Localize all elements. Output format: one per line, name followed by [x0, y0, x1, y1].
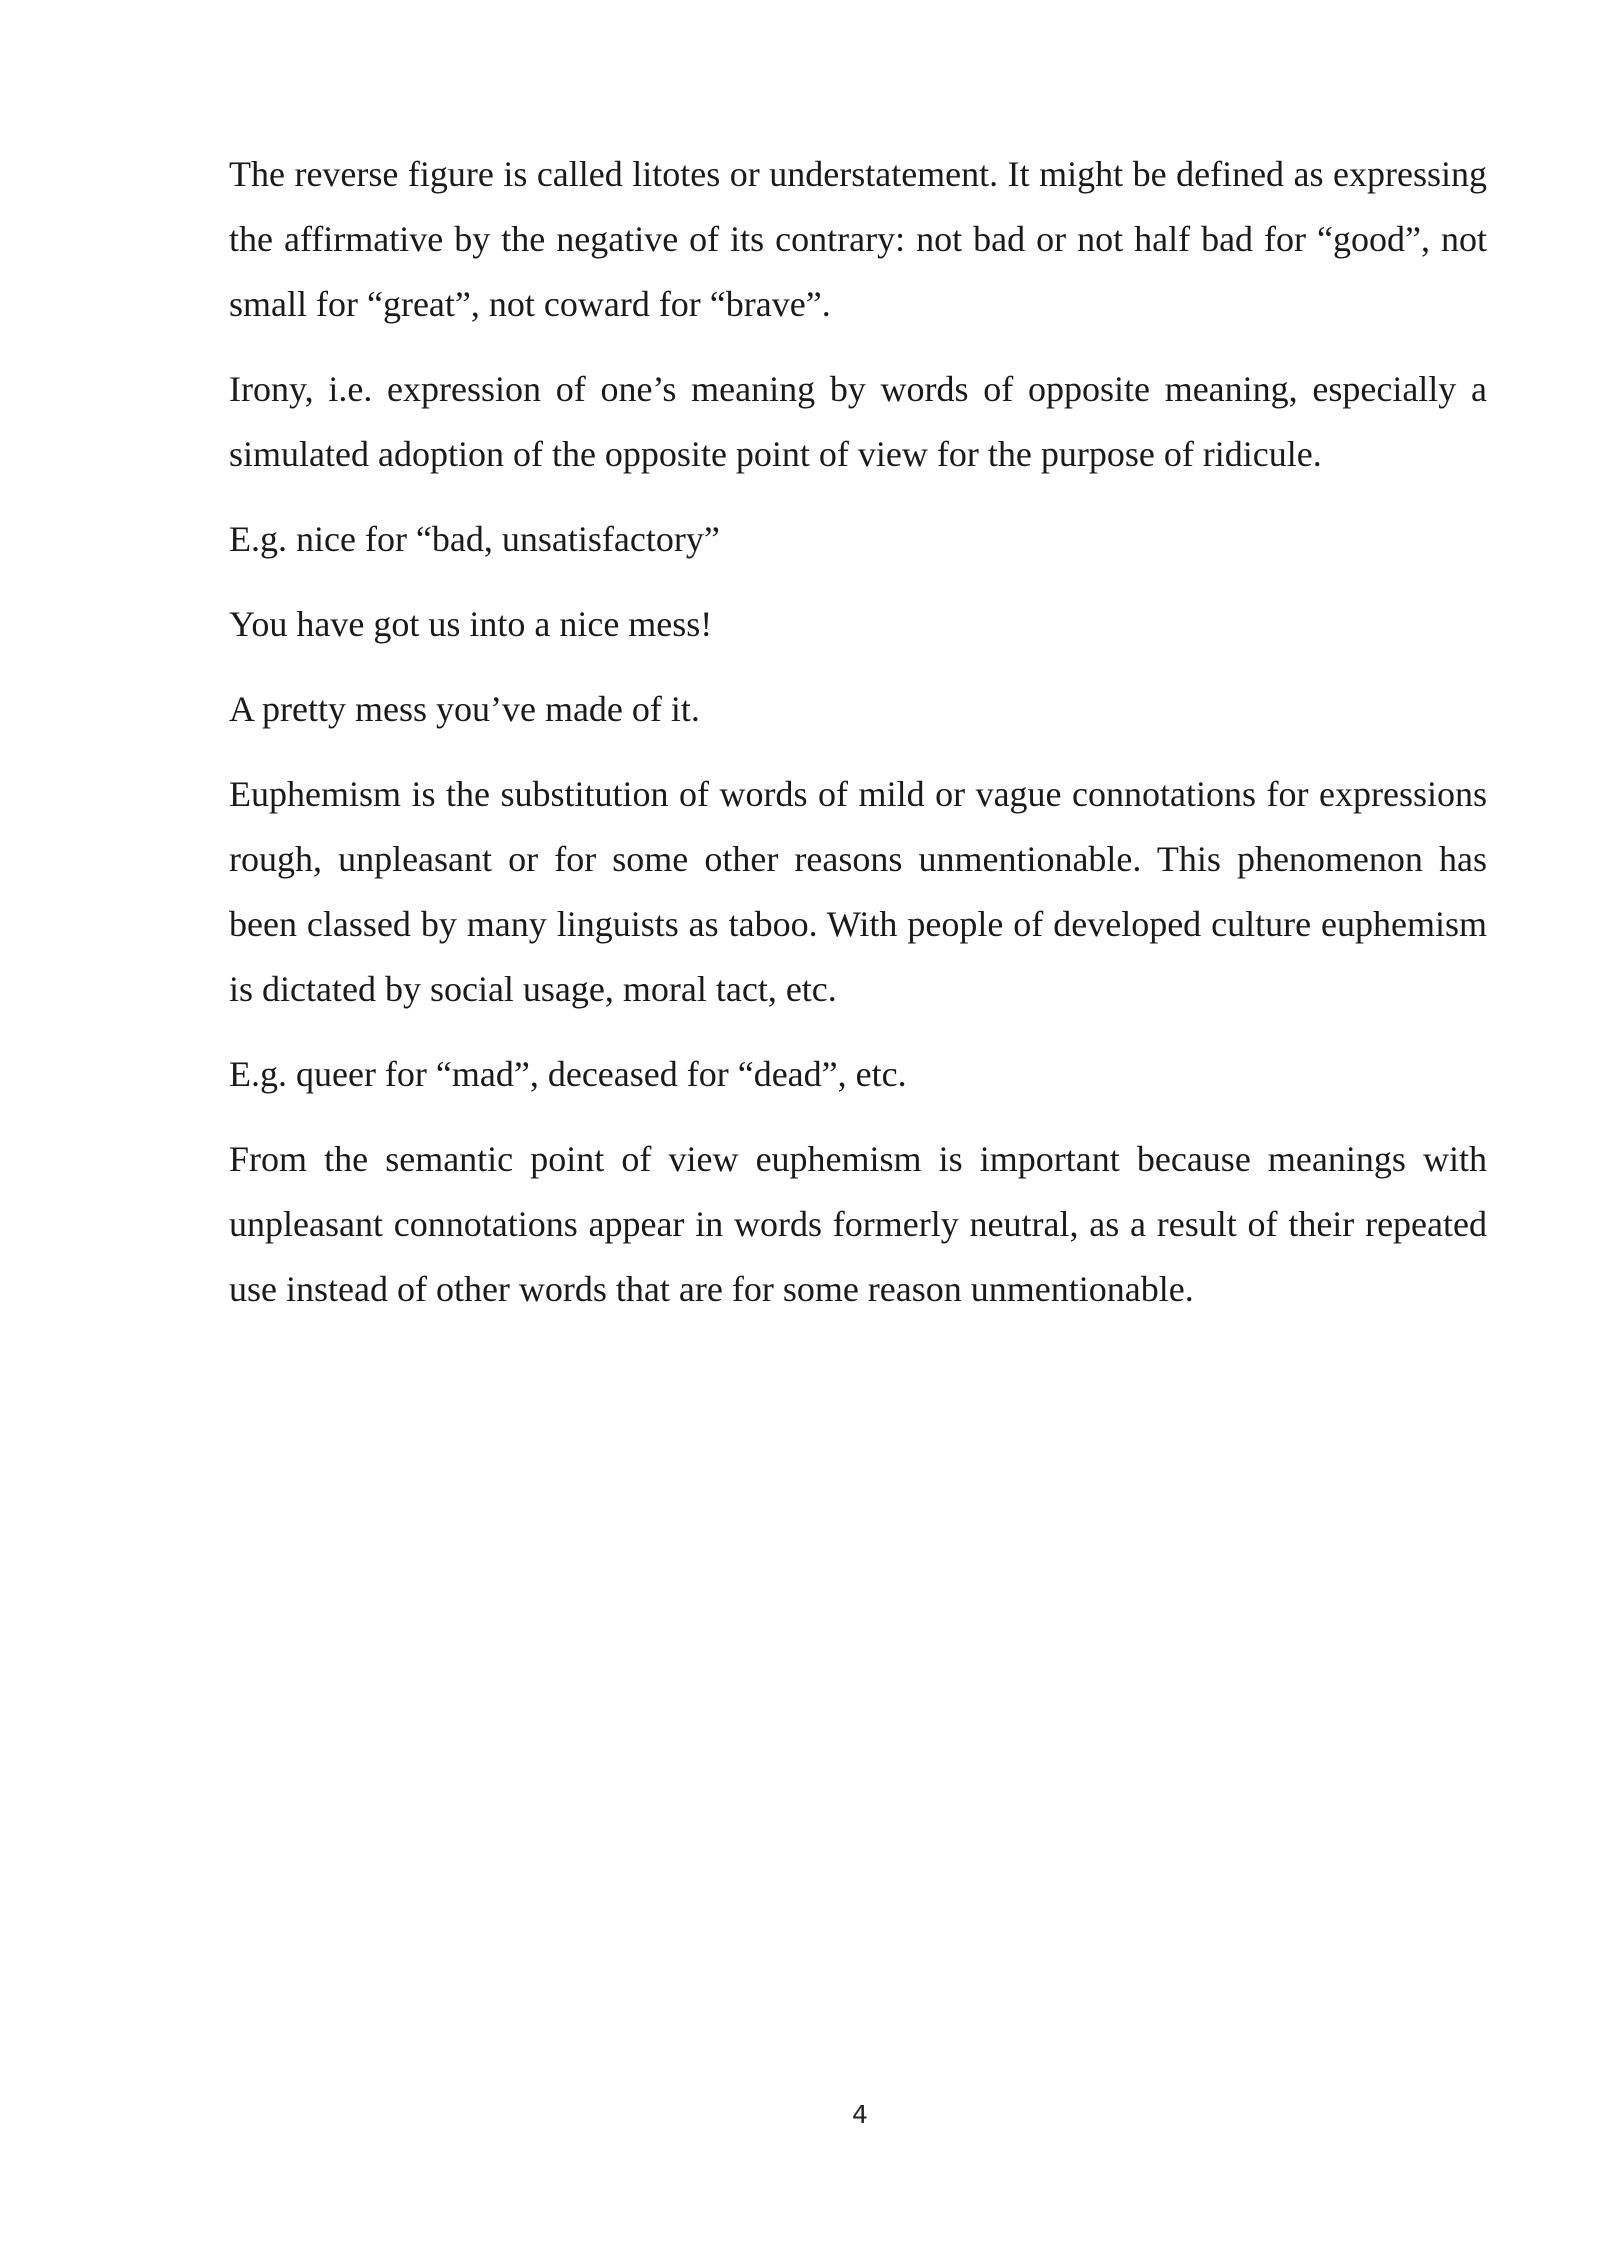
body-text [229, 142, 1487, 1342]
paragraph-semantic-view: From the semantic point of view euphemism is important because meanings with unpleasant connotations appear in words formerly neutral, as a result of their repeated use instead of other words that are for some reason unmentionable. [229, 1139, 1487, 1309]
paragraph-irony-example-1: E.g. nice for “bad, unsatisfactory” [229, 519, 720, 559]
paragraph-euphemism-example: E.g. queer for “mad”, deceased for “dead”, etc. [229, 1054, 907, 1094]
paragraph-litotes: The reverse figure is called litotes or understatement. It might be defined as expressing the affirmative by the negative of its contrary: not bad or not half bad for “good”, not small for “great”, not coward for “brave”. [229, 154, 1487, 324]
paragraph-euphemism: Euphemism is the substitution of words of mild or vague connotations for expressions rough, unpleasant or for some other reasons unmentionable. This phenomenon has been classed by many linguists as taboo. With people of developed culture euphemism is dictated by social usage, moral tact, etc. [229, 774, 1487, 1009]
paragraph-irony: Irony, i.e. expression of one’s meaning by words of opposite meaning, especially a simulated adoption of the opposite point of view for the purpose of ridicule. [229, 369, 1487, 474]
paragraph-irony-example-3: A pretty mess you’ve made of it. [229, 689, 700, 729]
paragraph-irony-example-2: You have got us into a nice mess! [229, 604, 713, 644]
page-number: 4 [852, 2100, 868, 2129]
